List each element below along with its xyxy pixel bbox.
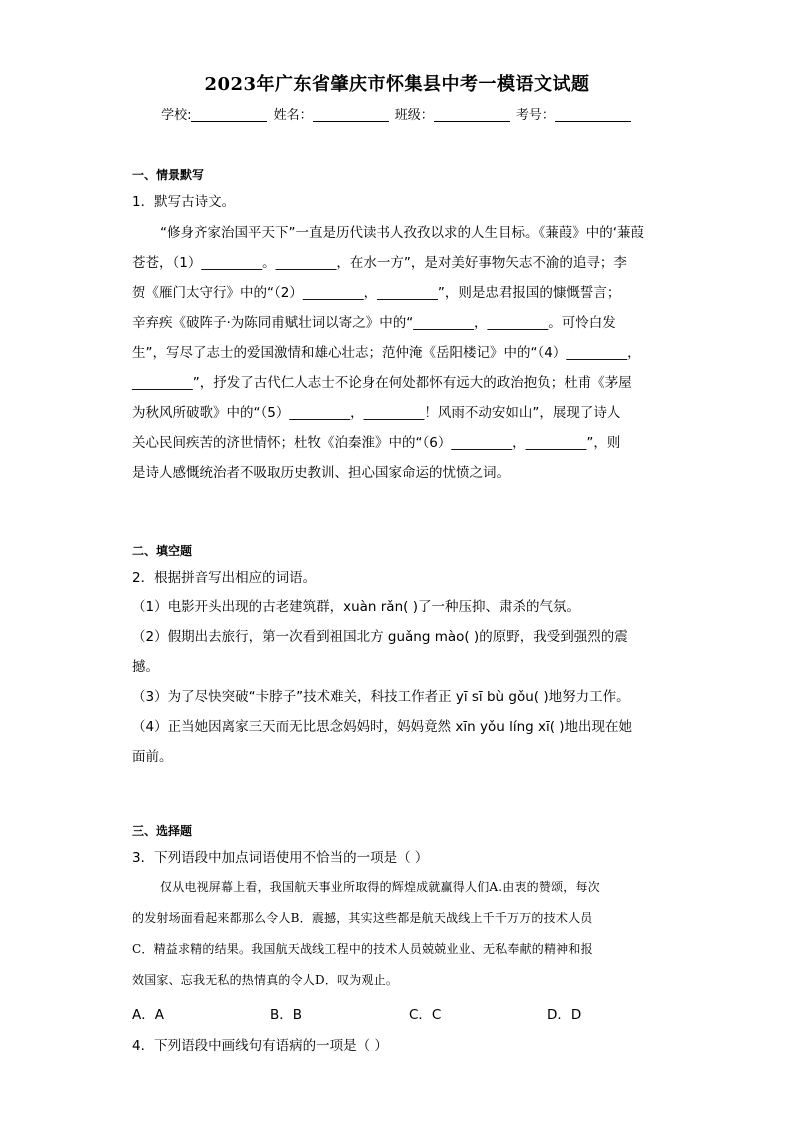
pinyin-item-2-cont: 撼。 (132, 659, 159, 675)
passage-line: C．精益求精的结果。我国航天战线工程中的技术人员兢兢业业、无私奉献的精神和报 (132, 942, 593, 956)
pinyin-item-4-cont: 面前。 (132, 749, 173, 765)
pinyin-item-3: （3）为了尽快突破“卡脖子”技术难关，科技工作者正 yī sī bù gǒu( )地努力工作。 (132, 689, 630, 705)
exam-title: 2023年广东省肇庆市怀集县中考一模语文试题 (204, 74, 590, 95)
pinyin-item-1: （1）电影开头出现的古老建筑群，xuàn rǎn( )了一种压抑、肃杀的气氛。 (132, 599, 580, 615)
name-blank[interactable] (313, 107, 389, 122)
question-1-stem: 1．默写古诗文。 (132, 194, 236, 210)
exam-no-label: 考号： (515, 108, 555, 123)
pinyin-item-4: （4）正当她因离家三天而无比思念妈妈时，妈妈竟然 xīn yǒu líng xī( )地出现在她 (132, 719, 633, 735)
passage-line: 效国家、忘我无私的热情真的令人D．叹为观止。 (132, 973, 399, 987)
pinyin-item-2: （2）假期出去旅行，第一次看到祖国北方 guǎng mào( )的原野，我受到强烈的震 (132, 629, 628, 645)
question-3-passage (132, 872, 662, 996)
exam-no-blank[interactable] (555, 107, 631, 122)
option-b[interactable]: B．B (270, 1007, 303, 1023)
passage-line: 苍苍，（1）_________。_________，在水一方”，是对美好事物矢志不渝的追寻；李 (132, 255, 627, 271)
passage-line: 生”，写尽了志士的爱国激情和雄心壮志；范仲淹《岳阳楼记》中的“（4）_________， (132, 345, 641, 361)
question-3-stem: 3．下列语段中加点词语使用不恰当的一项是（ ） (132, 850, 429, 866)
passage-line: 关心民间疾苦的济世情怀；杜牧《泊秦淮》中的“（6）_________，_________”，则 (132, 435, 621, 451)
passage-line: 仅从电视屏幕上看，我国航天事业所取得的辉煌成就赢得人们A.由衷的赞颂，每次 (160, 880, 600, 894)
question-2-stem: 2．根据拼音写出相应的词语。 (132, 570, 317, 586)
passage-line: 辛弃疾《破阵子·为陈同甫赋壮词以寄之》中的“_________，_________。可怜白发 (132, 315, 616, 331)
passage-line: 是诗人感慨统治者不吸取历史教训、担心国家命运的忧愤之词。 (132, 465, 510, 481)
class-label: 班级： (394, 108, 434, 123)
passage-line: “修身齐家治国平天下”一直是历代读书人孜孜以求的人生目标。《蒹葭》中的‘蒹葭 (160, 225, 645, 241)
student-info-line (0, 104, 794, 123)
name-field (274, 104, 391, 123)
section-heading-3: 三、选择题 (132, 824, 193, 838)
question-1-passage (132, 218, 664, 488)
passage-line: 的发射场面看起来都那么令人B．震撼，其实这些都是航天战线上千千万万的技术人员 (132, 911, 593, 925)
exam-no-field (516, 104, 633, 123)
class-field (395, 104, 512, 123)
passage-line: 贺《雁门太守行》中的“（2）_________，_________”，则是忠君报国的慷慨誓言； (132, 285, 621, 301)
question-2-items (132, 592, 672, 772)
option-d[interactable]: D．D (547, 1007, 582, 1023)
section-heading-1: 一、情景默写 (132, 168, 205, 182)
school-blank[interactable] (191, 107, 267, 122)
school-field (161, 104, 269, 123)
class-blank[interactable] (434, 107, 510, 122)
school-label: 学校: (161, 108, 192, 123)
passage-line: 为秋风所破歌》中的“（5）_________，_________！风雨不动安如山”，展现了诗人 (132, 405, 621, 421)
option-a[interactable]: A．A (132, 1007, 164, 1023)
option-c[interactable]: C．C (409, 1007, 442, 1023)
name-label: 姓名： (273, 108, 313, 123)
passage-line: _________”，抒发了古代仁人志士不论身在何处都怀有远大的政治抱负；杜甫《茅屋 (132, 375, 632, 391)
section-heading-2: 二、填空题 (132, 544, 193, 558)
question-4-stem: 4．下列语段中画线句有语病的一项是（ ） (132, 1038, 388, 1054)
